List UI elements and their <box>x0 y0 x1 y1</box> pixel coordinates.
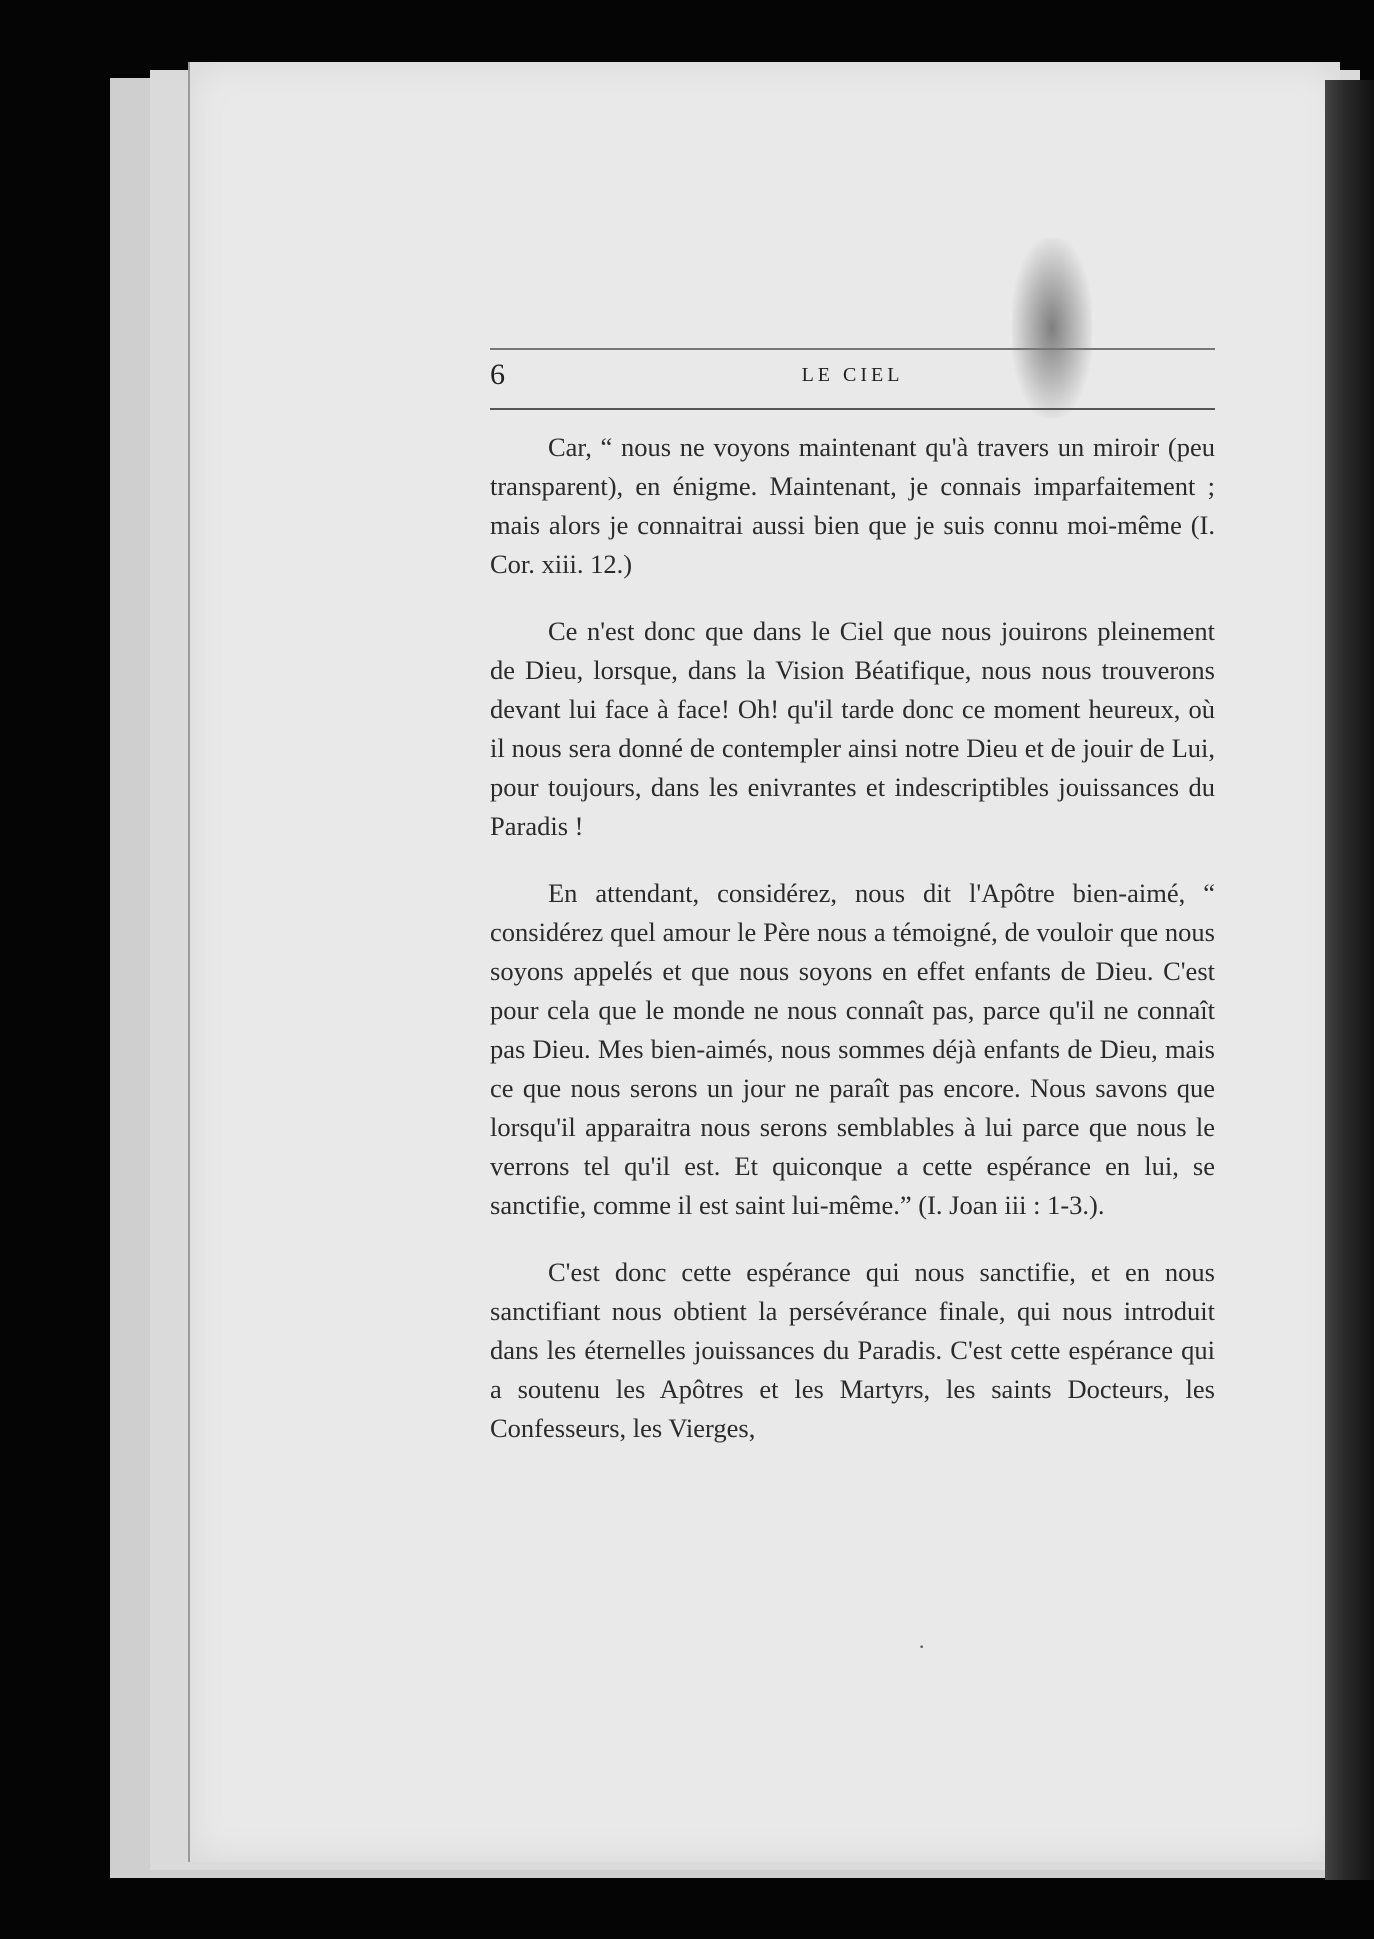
paragraph: C'est donc cette espérance qui nous sanctifie, et en nous sanctifiant nous obtient la persévérance finale, qui nous introduit dans les éternelles jouissances du Paradis. C'est cette espérance qui a soutenu les Apôtres et les Martyrs, les saints Docteurs, les Confesseurs, les Vierges, <box>490 1257 1215 1443</box>
running-head: LE CIEL <box>801 364 904 386</box>
page-number: 6 <box>490 358 505 391</box>
book-binding-edge <box>1325 80 1374 1880</box>
page-header <box>490 348 1215 410</box>
paragraph: En attendant, considérez, nous dit l'Apôtre bien-aimé, “ considérez quel amour le Père nous a témoigné, de vouloir que nous soyons appelés et que nous soyons en effet enfants de Dieu. C'est pour cela que le monde ne nous connaît pas, parce qu'il ne connaît pas Dieu. Mes bien-aimés, nous sommes déjà enfants de Dieu, mais ce que nous serons un jour ne paraît pas encore. Nous savons que lorsqu'il apparaitra nous serons semblables à lui parce que nous le verrons tel qu'il est. Et quiconque a cette espérance en lui, se sanctifie, comme il est saint lui-même.” (I. Joan iii : 1-3.). <box>490 878 1215 1220</box>
paragraph: Ce n'est donc que dans le Ciel que nous jouirons pleinement de Dieu, lorsque, dans la Vision Béatifique, nous nous trouverons devant lui face à face! Oh! qu'il tarde donc ce moment heureux, où il nous sera donné de contempler ainsi notre Dieu et de jouir de Lui, pour toujours, dans les enivrantes et indescriptibles jouissances du Paradis ! <box>490 616 1215 841</box>
paragraph: Car, “ nous ne voyons maintenant qu'à travers un miroir (peu transparent), en énigme. Maintenant, je connais imparfaitement ; mais alors je connaitrai aussi bien que je suis connu moi-même (I. Cor. xiii. 12.) <box>490 432 1215 579</box>
page-edge-line <box>188 62 190 1862</box>
body-text <box>490 428 1215 1476</box>
scan-speck: · <box>918 1634 926 1659</box>
